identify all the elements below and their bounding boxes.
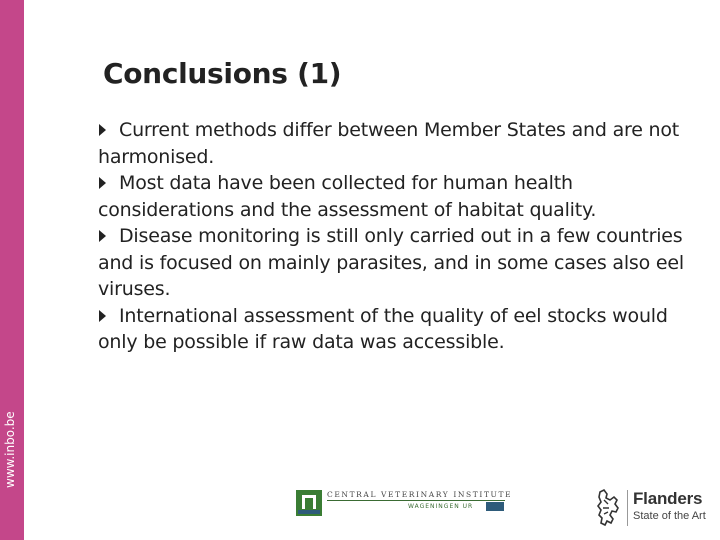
sidebar-band [0, 0, 24, 540]
bullet-text: International assessment of the quality of eel stocks would only be possible if raw data was accessible. [98, 304, 668, 353]
cvi-name: CENTRAL VETERINARY INSTITUTE [327, 490, 513, 499]
sidebar-url[interactable]: www.inbo.be [3, 411, 17, 488]
cvi-logo [296, 490, 513, 516]
bullet-text: Most data have been collected for human health considerations and the assessment of habitat quality. [98, 172, 597, 221]
flanders-name: Flanders [633, 489, 703, 508]
bullet-item [98, 170, 698, 223]
bullet-list [98, 117, 698, 356]
bullet-arrow-icon [99, 124, 106, 136]
lion-icon [594, 488, 622, 528]
cvi-divider [327, 500, 505, 501]
bullet-text: Disease monitoring is still only carried out in a few countries and is focused on mainly parasites, and in some cases also eel viruses. [98, 225, 684, 300]
cvi-emblem-icon [296, 490, 322, 516]
bullet-item [98, 303, 698, 356]
bullet-arrow-icon [99, 230, 106, 242]
bullet-item [98, 117, 698, 170]
cvi-badge [486, 502, 504, 511]
flanders-logo [594, 488, 714, 528]
bullet-item [98, 223, 698, 303]
flanders-tagline: State of the Art [633, 510, 706, 522]
bullet-text: Current methods differ between Member States and are not harmonised. [98, 119, 680, 168]
cvi-subtitle: WAGENINGEN UR [408, 503, 474, 510]
bullet-arrow-icon [99, 177, 106, 189]
slide-title: Conclusions (1) [103, 57, 342, 90]
bullet-arrow-icon [99, 310, 106, 322]
flanders-divider [627, 490, 628, 526]
